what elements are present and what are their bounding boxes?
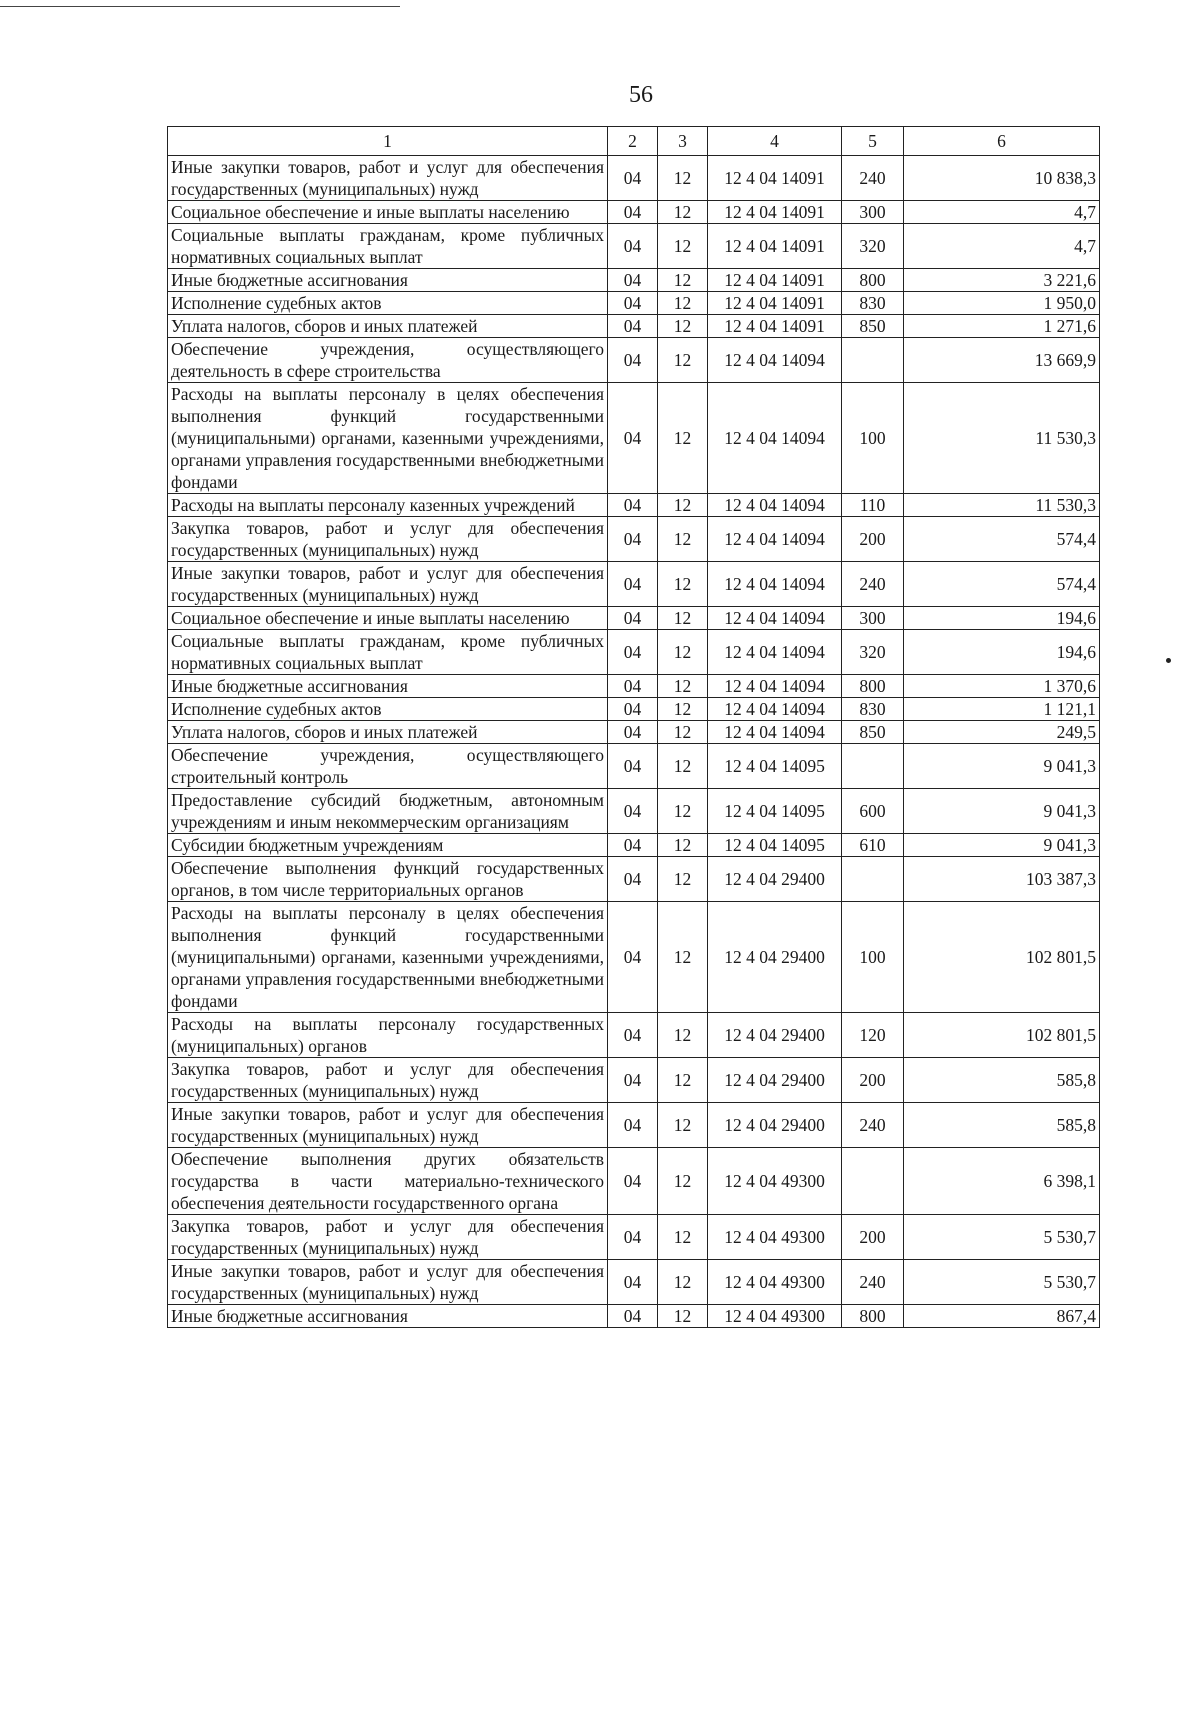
row-section: 04 (608, 338, 658, 383)
row-target-article: 12 4 04 14094 (708, 383, 842, 494)
row-name: Закупка товаров, работ и услуг для обеспечения государственных (муниципальных) нужд (168, 1058, 608, 1103)
row-subsection: 12 (658, 1215, 708, 1260)
row-expense-type: 240 (842, 1103, 904, 1148)
row-expense-type: 320 (842, 224, 904, 269)
row-name: Обеспечение выполнения функций государственных органов, в том числе территориальных органов (168, 857, 608, 902)
table-row (168, 675, 1100, 698)
table-row (168, 1148, 1100, 1215)
page-number: 56 (629, 82, 653, 108)
row-subsection: 12 (658, 1260, 708, 1305)
row-amount: 194,6 (904, 630, 1100, 675)
row-expense-type: 200 (842, 517, 904, 562)
row-section: 04 (608, 269, 658, 292)
row-name: Расходы на выплаты персоналу в целях обеспечения выполнения функций государственными (муниципальными) органами, казенными учреждениями, органами управления государственными внебюджетными фондами (168, 902, 608, 1013)
table-row (168, 315, 1100, 338)
row-section: 04 (608, 383, 658, 494)
row-section: 04 (608, 789, 658, 834)
table-row (168, 834, 1100, 857)
table-row (168, 630, 1100, 675)
row-subsection: 12 (658, 744, 708, 789)
row-amount: 6 398,1 (904, 1148, 1100, 1215)
table-row (168, 156, 1100, 201)
row-target-article: 12 4 04 49300 (708, 1148, 842, 1215)
row-expense-type: 240 (842, 562, 904, 607)
budget-table (167, 126, 1100, 1328)
row-section: 04 (608, 292, 658, 315)
row-subsection: 12 (658, 156, 708, 201)
row-expense-type: 850 (842, 721, 904, 744)
row-section: 04 (608, 834, 658, 857)
row-subsection: 12 (658, 698, 708, 721)
table-row (168, 789, 1100, 834)
table-row (168, 562, 1100, 607)
table-row (168, 383, 1100, 494)
row-name: Расходы на выплаты персоналу государственных (муниципальных) органов (168, 1013, 608, 1058)
row-section: 04 (608, 156, 658, 201)
row-target-article: 12 4 04 49300 (708, 1215, 842, 1260)
row-expense-type (842, 857, 904, 902)
table-row (168, 1215, 1100, 1260)
header-col-4: 4 (708, 127, 842, 156)
row-target-article: 12 4 04 29400 (708, 857, 842, 902)
table-row (168, 1305, 1100, 1328)
table-row (168, 494, 1100, 517)
row-section: 04 (608, 201, 658, 224)
row-name: Исполнение судебных актов (168, 698, 608, 721)
table-row (168, 1260, 1100, 1305)
row-section: 04 (608, 315, 658, 338)
row-amount: 585,8 (904, 1058, 1100, 1103)
row-target-article: 12 4 04 14095 (708, 834, 842, 857)
row-section: 04 (608, 675, 658, 698)
row-expense-type: 100 (842, 383, 904, 494)
row-expense-type: 850 (842, 315, 904, 338)
row-section: 04 (608, 494, 658, 517)
row-expense-type: 320 (842, 630, 904, 675)
row-subsection: 12 (658, 494, 708, 517)
row-expense-type: 830 (842, 698, 904, 721)
row-section: 04 (608, 1215, 658, 1260)
row-amount: 3 221,6 (904, 269, 1100, 292)
row-target-article: 12 4 04 29400 (708, 1103, 842, 1148)
row-section: 04 (608, 721, 658, 744)
table-row (168, 1103, 1100, 1148)
row-subsection: 12 (658, 630, 708, 675)
header-col-1: 1 (168, 127, 608, 156)
row-section: 04 (608, 224, 658, 269)
row-name: Иные закупки товаров, работ и услуг для обеспечения государственных (муниципальных) нужд (168, 1260, 608, 1305)
row-target-article: 12 4 04 14091 (708, 224, 842, 269)
row-expense-type (842, 744, 904, 789)
row-name: Обеспечение выполнения других обязательств государства в части материально-технического обеспечения деятельности государственного органа (168, 1148, 608, 1215)
row-target-article: 12 4 04 29400 (708, 902, 842, 1013)
row-subsection: 12 (658, 383, 708, 494)
row-name: Иные бюджетные ассигнования (168, 1305, 608, 1328)
header-row (168, 127, 1100, 156)
row-target-article: 12 4 04 14091 (708, 201, 842, 224)
row-subsection: 12 (658, 1013, 708, 1058)
row-target-article: 12 4 04 29400 (708, 1013, 842, 1058)
row-expense-type: 800 (842, 269, 904, 292)
row-target-article: 12 4 04 14091 (708, 292, 842, 315)
row-section: 04 (608, 1148, 658, 1215)
row-target-article: 12 4 04 29400 (708, 1058, 842, 1103)
row-expense-type: 240 (842, 156, 904, 201)
row-section: 04 (608, 1013, 658, 1058)
row-amount: 574,4 (904, 517, 1100, 562)
header-col-2: 2 (608, 127, 658, 156)
row-expense-type: 120 (842, 1013, 904, 1058)
row-expense-type: 200 (842, 1058, 904, 1103)
table-row (168, 744, 1100, 789)
table-row (168, 721, 1100, 744)
row-target-article: 12 4 04 14094 (708, 338, 842, 383)
row-name: Социальные выплаты гражданам, кроме публичных нормативных социальных выплат (168, 224, 608, 269)
row-target-article: 12 4 04 14094 (708, 630, 842, 675)
row-subsection: 12 (658, 902, 708, 1013)
row-expense-type: 100 (842, 902, 904, 1013)
row-target-article: 12 4 04 49300 (708, 1305, 842, 1328)
row-amount: 9 041,3 (904, 789, 1100, 834)
table-row (168, 269, 1100, 292)
header-col-6: 6 (904, 127, 1100, 156)
row-name: Предоставление субсидий бюджетным, автономным учреждениям и иным некоммерческим организациям (168, 789, 608, 834)
scan-edge-line (0, 6, 400, 7)
header-col-3: 3 (658, 127, 708, 156)
table-row (168, 698, 1100, 721)
row-amount: 574,4 (904, 562, 1100, 607)
row-amount: 102 801,5 (904, 902, 1100, 1013)
row-target-article: 12 4 04 14094 (708, 698, 842, 721)
row-name: Социальное обеспечение и иные выплаты населению (168, 201, 608, 224)
row-subsection: 12 (658, 834, 708, 857)
row-amount: 4,7 (904, 224, 1100, 269)
scan-speck (1166, 658, 1171, 663)
row-name: Социальные выплаты гражданам, кроме публичных нормативных социальных выплат (168, 630, 608, 675)
row-target-article: 12 4 04 14094 (708, 607, 842, 630)
row-amount: 103 387,3 (904, 857, 1100, 902)
row-section: 04 (608, 1103, 658, 1148)
row-amount: 9 041,3 (904, 834, 1100, 857)
row-expense-type: 200 (842, 1215, 904, 1260)
table-row (168, 857, 1100, 902)
row-name: Расходы на выплаты персоналу в целях обеспечения выполнения функций государственными (муниципальными) органами, казенными учреждениями, органами управления государственными внебюджетными фондами (168, 383, 608, 494)
row-subsection: 12 (658, 721, 708, 744)
row-expense-type: 300 (842, 201, 904, 224)
row-section: 04 (608, 902, 658, 1013)
row-name: Иные бюджетные ассигнования (168, 269, 608, 292)
row-subsection: 12 (658, 857, 708, 902)
row-expense-type: 830 (842, 292, 904, 315)
table-row (168, 1013, 1100, 1058)
row-expense-type (842, 1148, 904, 1215)
row-amount: 249,5 (904, 721, 1100, 744)
row-expense-type: 240 (842, 1260, 904, 1305)
row-name: Закупка товаров, работ и услуг для обеспечения государственных (муниципальных) нужд (168, 517, 608, 562)
row-subsection: 12 (658, 789, 708, 834)
row-amount: 1 370,6 (904, 675, 1100, 698)
table-row (168, 292, 1100, 315)
table-row (168, 201, 1100, 224)
table-row (168, 1058, 1100, 1103)
row-name: Обеспечение учреждения, осуществляющего строительный контроль (168, 744, 608, 789)
row-amount: 194,6 (904, 607, 1100, 630)
row-section: 04 (608, 1058, 658, 1103)
row-subsection: 12 (658, 675, 708, 698)
row-section: 04 (608, 1260, 658, 1305)
row-expense-type: 800 (842, 1305, 904, 1328)
table-row (168, 338, 1100, 383)
row-amount: 1 121,1 (904, 698, 1100, 721)
row-amount: 13 669,9 (904, 338, 1100, 383)
table-body (168, 156, 1100, 1328)
row-subsection: 12 (658, 224, 708, 269)
row-expense-type: 610 (842, 834, 904, 857)
row-name: Социальное обеспечение и иные выплаты населению (168, 607, 608, 630)
table-row (168, 517, 1100, 562)
row-amount: 11 530,3 (904, 494, 1100, 517)
row-subsection: 12 (658, 338, 708, 383)
row-expense-type: 110 (842, 494, 904, 517)
row-target-article: 12 4 04 14091 (708, 269, 842, 292)
row-target-article: 12 4 04 14095 (708, 744, 842, 789)
row-amount: 11 530,3 (904, 383, 1100, 494)
row-amount: 1 271,6 (904, 315, 1100, 338)
row-amount: 9 041,3 (904, 744, 1100, 789)
row-section: 04 (608, 1305, 658, 1328)
row-subsection: 12 (658, 1148, 708, 1215)
table-row (168, 224, 1100, 269)
row-subsection: 12 (658, 1305, 708, 1328)
row-name: Обеспечение учреждения, осуществляющего деятельность в сфере строительства (168, 338, 608, 383)
row-name: Закупка товаров, работ и услуг для обеспечения государственных (муниципальных) нужд (168, 1215, 608, 1260)
row-subsection: 12 (658, 517, 708, 562)
row-amount: 4,7 (904, 201, 1100, 224)
row-target-article: 12 4 04 14094 (708, 675, 842, 698)
row-name: Расходы на выплаты персоналу казенных учреждений (168, 494, 608, 517)
row-expense-type: 300 (842, 607, 904, 630)
row-target-article: 12 4 04 14094 (708, 721, 842, 744)
row-amount: 867,4 (904, 1305, 1100, 1328)
row-subsection: 12 (658, 292, 708, 315)
table-row (168, 902, 1100, 1013)
row-subsection: 12 (658, 1103, 708, 1148)
row-subsection: 12 (658, 562, 708, 607)
row-subsection: 12 (658, 269, 708, 292)
row-name: Уплата налогов, сборов и иных платежей (168, 721, 608, 744)
row-section: 04 (608, 630, 658, 675)
row-target-article: 12 4 04 49300 (708, 1260, 842, 1305)
row-amount: 585,8 (904, 1103, 1100, 1148)
row-name: Иные закупки товаров, работ и услуг для обеспечения государственных (муниципальных) нужд (168, 156, 608, 201)
row-target-article: 12 4 04 14094 (708, 562, 842, 607)
row-name: Субсидии бюджетным учреждениям (168, 834, 608, 857)
row-section: 04 (608, 517, 658, 562)
row-amount: 5 530,7 (904, 1215, 1100, 1260)
row-section: 04 (608, 607, 658, 630)
row-expense-type (842, 338, 904, 383)
row-target-article: 12 4 04 14094 (708, 494, 842, 517)
row-amount: 102 801,5 (904, 1013, 1100, 1058)
row-section: 04 (608, 562, 658, 607)
row-expense-type: 600 (842, 789, 904, 834)
row-target-article: 12 4 04 14095 (708, 789, 842, 834)
row-section: 04 (608, 857, 658, 902)
row-subsection: 12 (658, 1058, 708, 1103)
header-col-5: 5 (842, 127, 904, 156)
row-name: Иные бюджетные ассигнования (168, 675, 608, 698)
row-name: Иные закупки товаров, работ и услуг для обеспечения государственных (муниципальных) нужд (168, 1103, 608, 1148)
row-amount: 5 530,7 (904, 1260, 1100, 1305)
row-target-article: 12 4 04 14094 (708, 517, 842, 562)
row-name: Иные закупки товаров, работ и услуг для обеспечения государственных (муниципальных) нужд (168, 562, 608, 607)
row-amount: 1 950,0 (904, 292, 1100, 315)
row-section: 04 (608, 744, 658, 789)
row-amount: 10 838,3 (904, 156, 1100, 201)
row-target-article: 12 4 04 14091 (708, 315, 842, 338)
row-expense-type: 800 (842, 675, 904, 698)
row-subsection: 12 (658, 201, 708, 224)
row-section: 04 (608, 698, 658, 721)
row-name: Уплата налогов, сборов и иных платежей (168, 315, 608, 338)
row-subsection: 12 (658, 315, 708, 338)
row-name: Исполнение судебных актов (168, 292, 608, 315)
row-subsection: 12 (658, 607, 708, 630)
row-target-article: 12 4 04 14091 (708, 156, 842, 201)
table-row (168, 607, 1100, 630)
